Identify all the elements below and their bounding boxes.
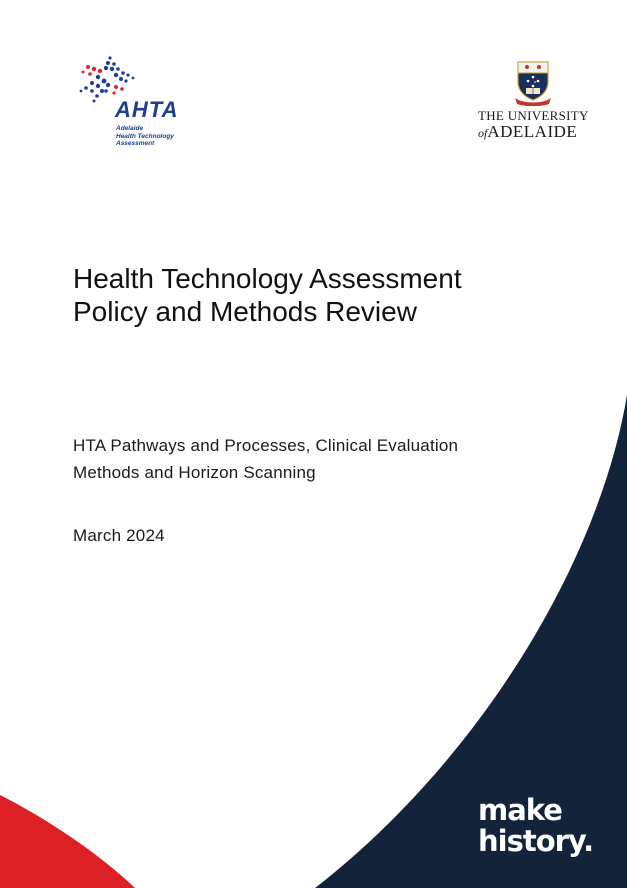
university-name-of: of bbox=[478, 126, 488, 140]
document-title bbox=[73, 262, 573, 328]
ahta-wordmark: AHTA bbox=[115, 97, 179, 122]
university-name-main: ADELAIDE bbox=[487, 122, 578, 141]
university-name-line2 bbox=[478, 122, 577, 142]
subtitle-line: HTA Pathways and Processes, Clinical Evaluation bbox=[73, 436, 459, 455]
tagline-line: history. bbox=[478, 824, 594, 858]
university-logo bbox=[470, 60, 600, 145]
ahta-sub-line: Adelaide bbox=[116, 125, 144, 132]
ahta-subtext bbox=[116, 125, 174, 148]
tagline-line: make bbox=[478, 793, 562, 827]
make-history-tagline bbox=[478, 795, 593, 857]
ahta-sub-line: Assessment bbox=[116, 140, 155, 147]
ahta-sub-line: Health Technology bbox=[116, 132, 174, 140]
red-corner bbox=[0, 795, 135, 888]
title-line: Health Technology Assessment bbox=[73, 263, 462, 294]
document-date: March 2024 bbox=[73, 526, 165, 545]
ahta-logo bbox=[78, 55, 193, 155]
university-crest-icon bbox=[515, 60, 551, 106]
title-line: Policy and Methods Review bbox=[73, 296, 417, 327]
document-subtitle bbox=[73, 432, 573, 486]
subtitle-line: Methods and Horizon Scanning bbox=[73, 463, 316, 482]
university-name-line1: THE UNIVERSITY bbox=[478, 108, 589, 123]
